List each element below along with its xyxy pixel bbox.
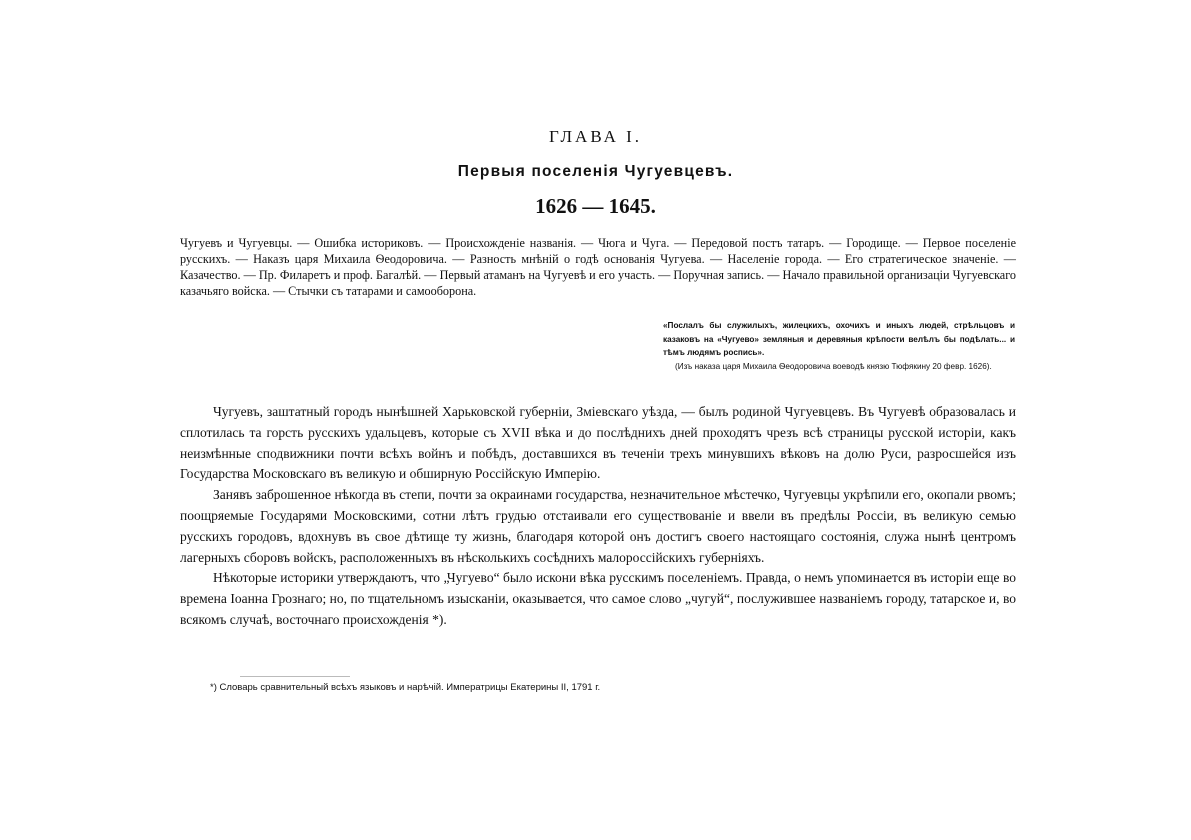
chapter-years: 1626 — 1645. — [535, 194, 656, 218]
chapter-title: Первыя поселенія Чугуевцевъ. — [457, 163, 734, 180]
paragraph: Чугуевъ, заштатный городъ нынѣшней Харьковской губерніи, Зміевскаго уѣзда, — былъ родиной Чугуевцевъ. Въ Чугуевѣ образовалась и сплотилась та горсть русскихъ удальцевъ, которые съ XVII вѣка и до послѣднихъ дней проходятъ чрезъ всѣ страницы русской исторіи, какъ неизмѣнные сподвижники почти всѣхъ войнъ и побѣдъ, доставшихся въ теченіи трехъ минувшихъ вѣковъ на долю Руси, разросшейся изъ Государства Московскаго въ великую и обширную Россійскую Имперію. — [180, 404, 1016, 482]
paragraph: Нѣкоторые историки утверждаютъ, что „Чугуево“ было искони вѣка русскимъ поселеніемъ. Правда, о немъ упоминается въ исторіи еще во времена Іоанна Грознаго; но, по тщательномъ изысканіи, оказывается, что самое слово „чугуй“, послужившее названіемъ городу, татарское и, во всякомъ случаѣ, восточнаго происхожденія *). — [180, 570, 1016, 627]
chapter-summary: Чугуевъ и Чугуевцы. — Ошибка историковъ. — Происхожденіе названія. — Чюга и Чуга. — Передовой постъ татаръ. — Городище. — Первое поселеніе русскихъ. — Наказъ царя Михаила Ѳеодоровича. — Разность мнѣній о годѣ основанія Чугуева. — Населеніе города. — Его стратегическое значеніе. — Казачество. — Пр. Филаретъ и проф. Багалѣй. — Первый атаманъ на Чугуевѣ и его участь. — Поручная запись. — Начало правильной организаціи Чугуевскаго казачьяго войска. — Стычки съ татарами и самооборона. — [180, 236, 1016, 298]
body-text — [180, 402, 1016, 631]
epigraph-source: (Изъ наказа царя Михаила Ѳеодоровича воеводѣ князю Тюфякину 20 февр. 1626). — [675, 362, 992, 371]
epigraph-quote: «Послалъ бы служилыхъ, жилецкихъ, охочихъ и иныхъ людей, стрѣльцовъ и казаковъ на «Чугуево» земляныя и деревяныя крѣпости велѣлъ бы подѣлать... и тѣмъ людямъ роспись». — [663, 321, 1015, 357]
chapter-heading: ГЛАВА I. — [548, 127, 643, 146]
paragraph: Занявъ заброшенное нѣкогда въ степи, почти за окраинами государства, незначительное мѣстечко, Чугуевцы укрѣпили его, окопали рвомъ; поощряемые Государями Московскими, сотни лѣтъ грудью отстаивали его существованіе и ввели въ предѣлы Россіи, въ великую семью русскихъ городовъ, вдохнувъ въ свое дѣтище ту жизнь, благодаря которой онъ достигъ своего настоящаго состоянія, служа нынѣ центромъ лагерныхъ сборовъ войскъ, расположенныхъ въ нѣсколькихъ сосѣднихъ малороссійскихъ губерніяхъ. — [180, 487, 1016, 565]
footnote: *) Словарь сравнительный всѣхъ языковъ и нарѣчій. Императрицы Екатерины II, 1791 г. — [210, 682, 601, 693]
footnote-divider — [240, 676, 350, 677]
